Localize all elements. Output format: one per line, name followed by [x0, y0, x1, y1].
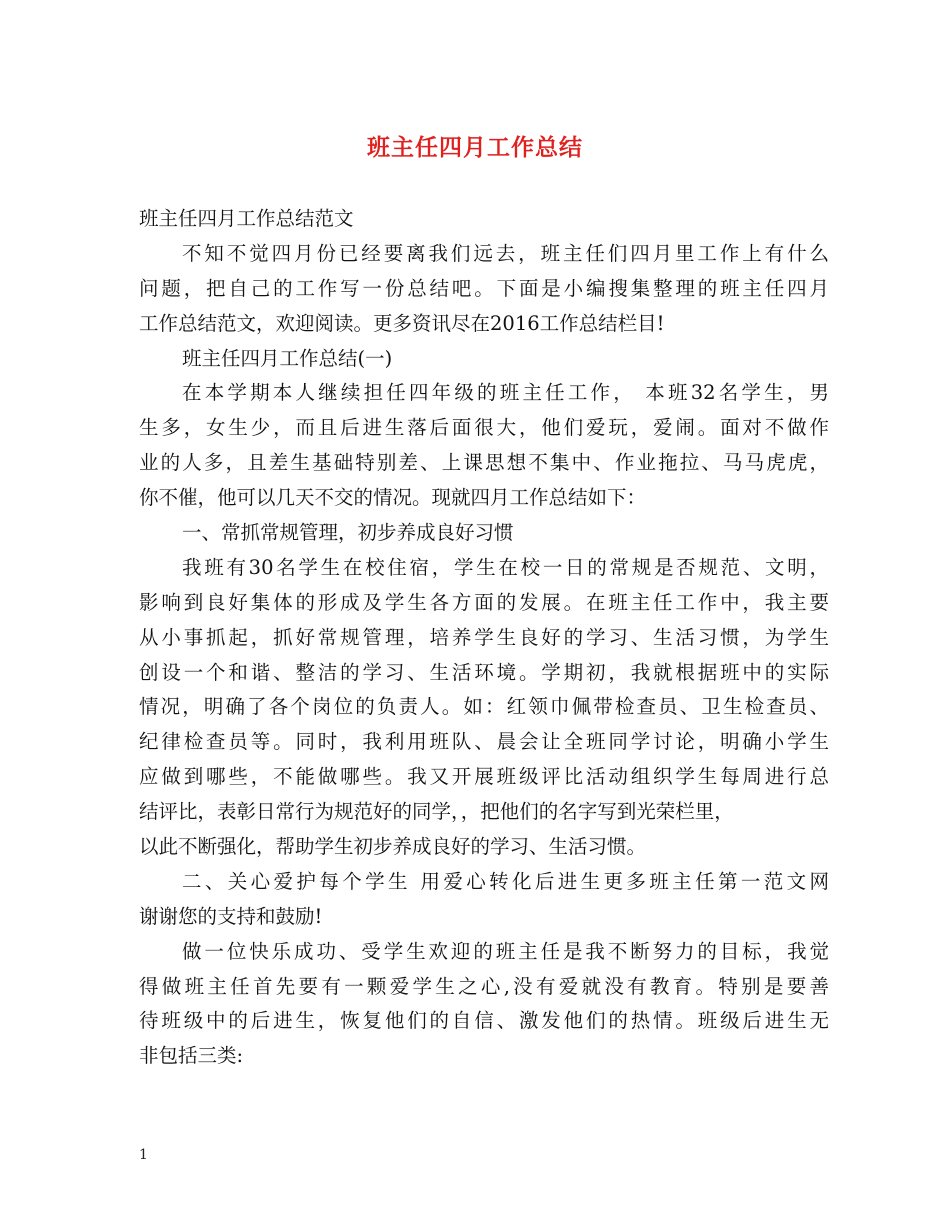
text-line: 情况，明确了各个岗位的负责人。如：红领巾佩带检查员、卫生检查员、: [139, 695, 829, 719]
text-line: 得做班主任首先要有一颗爱学生之心,没有爱就没有教育。特别是要善: [139, 974, 829, 998]
text-line: 以此不断强化，帮助学生初步养成良好的学习、生活习惯。: [139, 835, 647, 859]
document-body: [139, 202, 829, 1074]
text-line: 我班有30名学生在校住宿，学生在校一日的常规是否规范、文明，: [182, 555, 829, 579]
document-title: 班主任四月工作总结: [367, 134, 583, 161]
text-line: 二、关心爱护每个学生 用爱心转化后进生更多班主任第一范文网: [182, 869, 829, 893]
text-line: 从小事抓起，抓好常规管理，培养学生良好的学习、生活习惯，为学生: [139, 625, 829, 649]
text-line: 工作总结范文，欢迎阅读。更多资讯尽在2016工作总结栏目!: [139, 311, 665, 335]
text-line: 待班级中的后进生，恢复他们的自信、激发他们的热情。班级后进生无: [139, 1009, 829, 1033]
text-line: 一、常抓常规管理，初步养成良好习惯: [182, 521, 514, 545]
text-line: 在本学期本人继续担任四年级的班主任工作， 本班32名学生，男: [182, 381, 829, 405]
text-line: 影响到良好集体的形成及学生各方面的发展。在班主任工作中，我主要: [139, 590, 829, 614]
text-line: 谢谢您的支持和鼓励!: [139, 904, 323, 928]
text-line: 你不催，他可以几天不交的情况。现就四月工作总结如下：: [139, 486, 647, 510]
text-line: 非包括三类:: [139, 1044, 244, 1068]
text-line: 创设一个和谐、整洁的学习、生活环境。学期初，我就根据班中的实际: [139, 660, 829, 684]
page-number: 1: [139, 1147, 148, 1163]
text-line: 班主任四月工作总结范文: [139, 207, 354, 230]
text-line: 生多，女生少，而且后进生落后面很大，他们爱玩，爱闹。面对不做作: [139, 416, 829, 440]
text-line: 班主任四月工作总结(一): [182, 346, 393, 370]
text-line: 问题，把自己的工作写一份总结吧。下面是小编搜集整理的班主任四月: [139, 276, 829, 300]
text-line: 不知不觉四月份已经要离我们远去，班主任们四月里工作上有什么: [182, 241, 829, 265]
text-line: 应做到哪些，不能做哪些。我又开展班级评比活动组织学生每周进行总: [139, 765, 829, 789]
text-line: 业的人多，且差生基础特别差、上课思想不集中、作业拖拉、马马虎虎，: [139, 451, 829, 475]
text-line: 纪律检查员等。同时，我利用班队、晨会让全班同学讨论，明确小学生: [139, 730, 829, 754]
text-line: 结评比，表彰日常行为规范好的同学，，把他们的名字写到光荣栏里，: [139, 800, 734, 824]
text-line: 做一位快乐成功、受学生欢迎的班主任是我不断努力的目标，我觉: [182, 939, 829, 963]
